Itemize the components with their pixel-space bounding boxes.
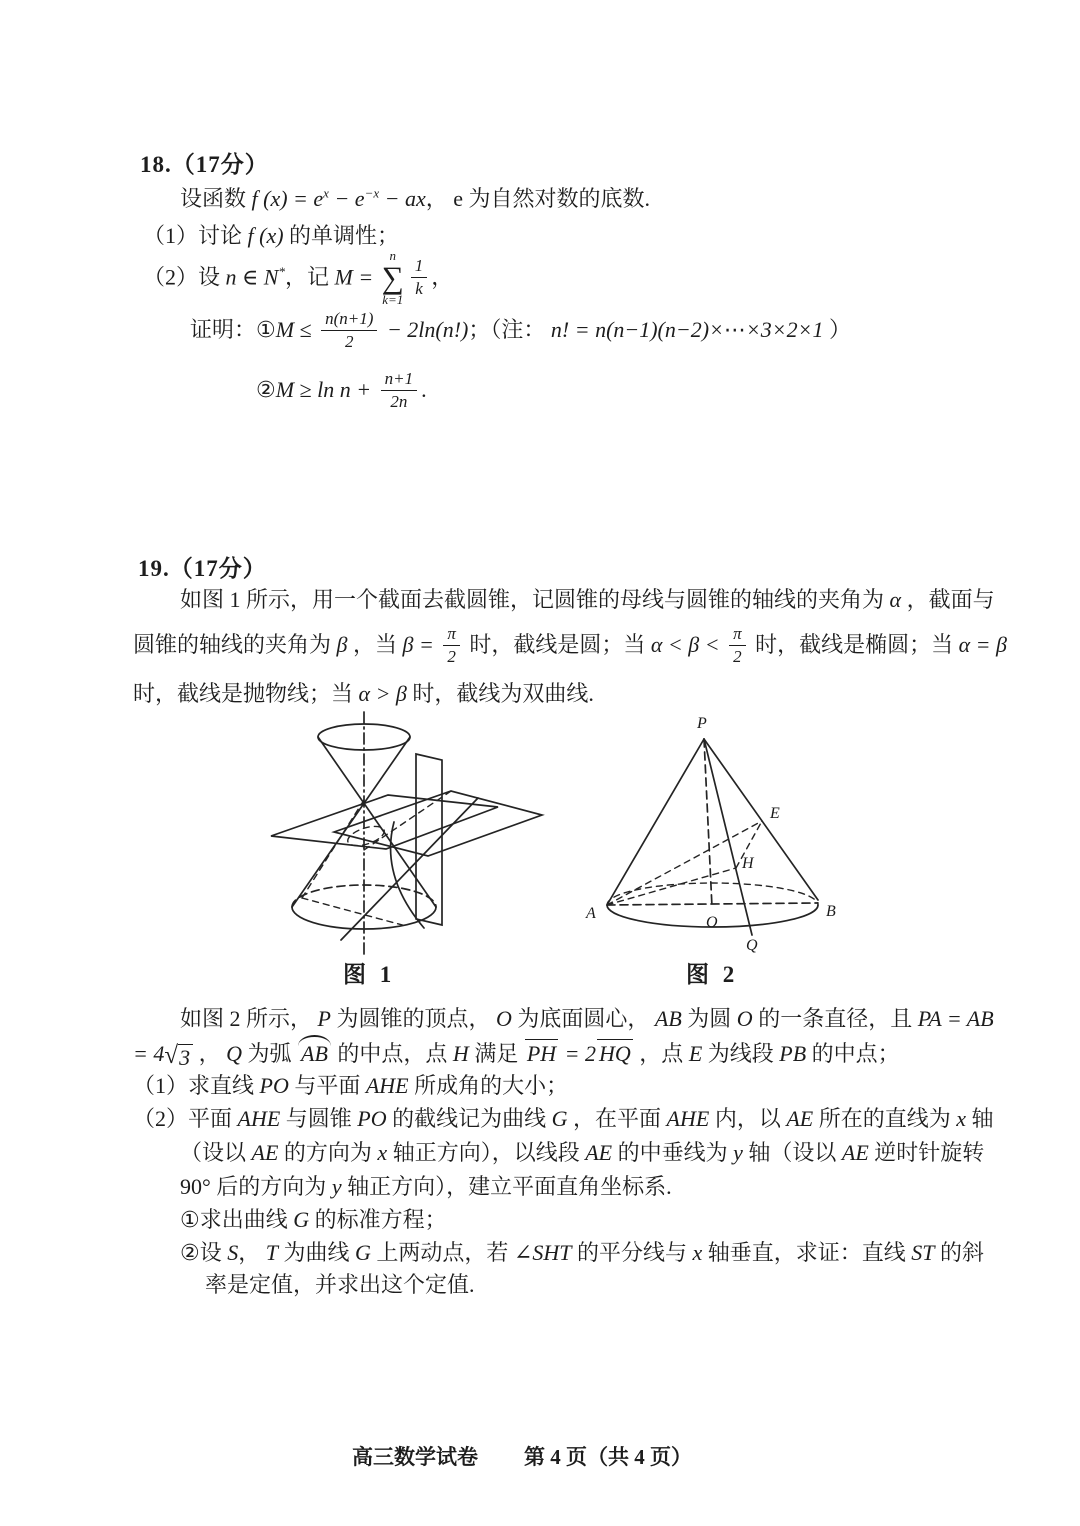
seg-t: ，点 [633,1041,689,1066]
seg-t: 为弧 [242,1041,298,1066]
frac [729,624,746,666]
seg-m: P [317,1006,331,1031]
seg-t: 率是定值，并求出这个定值. [205,1272,475,1297]
seg-m: M ≤ [275,317,318,343]
seg-t: 与平面 [288,1073,366,1098]
seg-t: 的平分线与 [571,1240,693,1265]
seg-t: 逆时针旋转 [868,1140,985,1165]
seg-m: M ≥ ln n + [275,377,377,403]
seg-t: 证明：① [190,317,276,343]
problem-19-para2-line1 [180,1004,994,1034]
fig1-cutting-plane-ellipse [271,795,498,849]
seg-m: f (x) [247,223,284,248]
bar: HQ [599,1041,631,1066]
seg-m: AE [841,1140,869,1165]
figure2-caption: 图 2 [686,962,739,987]
seg-sup: * [278,264,285,280]
seg-t: ② [256,377,276,403]
seg-m: PA = AB [917,1006,994,1031]
problem-18-heading: 18.（17分） [140,152,269,177]
den: 2n [390,391,408,411]
seg-t: ， [238,1240,266,1265]
num: n+1 [381,369,417,391]
fig2-label-p: P [697,715,707,732]
seg-m: AHE [666,1106,710,1131]
seg-t: 为底面圆心， [511,1006,655,1031]
num: π [729,624,746,646]
seg-m: ST [911,1240,935,1265]
seg-t: 时，截线是抛物线；当 [133,681,359,706]
seg-t: （设以 [180,1140,252,1165]
seg-m: − 2ln(n!) [381,317,469,343]
seg-m: − e [328,186,365,211]
fig2-label-h: H [742,855,754,872]
footer-page-number: 第 4 页（共 4 页） [524,1445,692,1469]
bar: PH [526,1041,557,1066]
seg-m: AHE [365,1073,409,1098]
problem-19-para1-line3 [133,679,594,709]
problem-18-part2 [143,248,454,308]
seg-m: Q [226,1041,242,1066]
seg-m: y [733,1140,743,1165]
seg-t: ，当 [347,632,403,658]
seg-t: ，记 [284,264,335,290]
seg-t: ，截面与 [901,587,995,612]
seg-t: 与圆锥 [280,1106,358,1131]
seg-m: α < β < [650,632,726,658]
frac [443,624,460,666]
seg-m: O [495,1006,512,1031]
problem-19-sub1 [180,1205,447,1235]
seg-m: β [336,632,348,658]
seg-m: AE [786,1106,814,1131]
seg-m: n! = n(n−1)(n−2)×⋯×3×2×1 [550,317,824,343]
seg-t: ， e 为自然对数的底数. [425,186,650,211]
frac [411,256,428,298]
den: 2 [345,331,354,351]
seg-t: 的截线记为曲线 [386,1106,552,1131]
fig2-label-a: A [586,905,596,922]
fig2-plane-ahe-edges [607,821,762,905]
seg-m: = 2 [559,1041,597,1066]
seg-t: 为曲线 [278,1240,356,1265]
seg-t: 的斜 [934,1240,985,1265]
seg-m: O [736,1006,753,1031]
figure1-caption: 图 1 [343,962,396,987]
problem-18-part1 [143,221,399,251]
fig2-cone-outline [607,739,818,927]
seg-t: 时，截线是圆；当 [463,632,651,658]
seg-t: （1）求直线 [133,1073,260,1098]
sum [382,249,404,306]
den: 2 [447,646,456,666]
seg-t: ，在平面 [567,1106,667,1131]
seg-t: 轴（设以 [742,1140,842,1165]
seg-t: 圆锥的轴线的夹角为 [133,632,337,658]
seg-t: 的中点； [806,1041,900,1066]
seg-m: S [227,1240,239,1265]
seg-sup: x [323,185,329,201]
seg-m: E [688,1041,703,1066]
seg-t: ） [823,317,851,343]
fig2-label-b: B [826,903,836,920]
sum-top: n [389,248,396,263]
arc: AB [297,1036,332,1069]
sum-bot: k=1 [382,292,404,307]
seg-m: M = [334,264,379,290]
seg-t: （1）讨论 [143,223,248,248]
seg-t: 满足 [468,1041,524,1066]
figure2-cone-diagram [578,712,923,952]
fig2-line-pq [704,739,752,935]
seg-t: 如图 2 所示， [180,1006,318,1031]
num: π [443,624,460,646]
problem-19-part2-line1 [133,1104,994,1134]
seg-m: G [355,1240,371,1265]
page-footer [352,1441,692,1471]
seg-t: （2）平面 [133,1106,238,1131]
problem-19-part2-line3 [180,1172,672,1202]
fig2-label-e: E [770,805,780,822]
seg-m: y [331,1174,342,1199]
problem-19-sub2-line1 [180,1238,984,1268]
seg-t: 为线段 [702,1041,780,1066]
seg-t: 如图 1 所示，用一个截面去截圆锥，记圆锥的母线与圆锥的轴线的夹角为 [180,587,890,612]
seg-m: ∠SHT [513,1240,572,1265]
problem-19-sub2-line2 [205,1270,475,1300]
seg-t: 的单调性； [283,223,400,248]
problem-18-intro [180,184,650,214]
seg-m: H [452,1041,469,1066]
problem-19-heading: 19.（17分） [138,556,267,581]
seg-t: 轴 [966,1106,994,1131]
seg-m: β = [402,632,440,658]
den: 2 [733,646,742,666]
seg-m: − ax [379,186,426,211]
seg-t: . [421,377,427,403]
seg-t: ②设 [180,1240,228,1265]
sqrt-rad: 3 [178,1044,193,1069]
seg-m: f (x) = e [251,186,324,211]
sum-sig: ∑ [381,260,404,295]
seg-t: 的中垂线为 [612,1140,734,1165]
fig2-label-o: O [706,914,718,931]
fig1-hidden-edges [302,791,451,926]
seg-m: α = β [958,632,1007,658]
problem-19-part1 [133,1071,568,1101]
seg-t: 内，以 [709,1106,787,1131]
problem-19-para2-line2 [133,1036,900,1069]
figure1-conic-sections-diagram [246,710,566,958]
seg-m: G [293,1207,310,1232]
num: n(n+1) [321,309,377,331]
seg-m: n ∈ N [225,264,279,290]
seg-m: PB [779,1041,807,1066]
seg-t: 轴正方向），以线段 [387,1140,586,1165]
seg-t: 上两动点，若 [370,1240,514,1265]
problem-19-para1-line2 [133,626,1007,668]
seg-sup: −x [364,185,380,201]
seg-t: 时，截线为双曲线. [406,681,594,706]
seg-m: G [551,1106,568,1131]
fig1-hyperbola-curve [391,822,424,928]
seg-m: x [956,1106,966,1131]
seg-m: PO [259,1073,289,1098]
problem-18-proof-2 [256,371,427,413]
seg-t: 时，截线是椭圆；当 [749,632,959,658]
seg-t: 轴正方向），建立平面直角坐标系. [341,1174,672,1199]
seg-m: PO [357,1106,387,1131]
sqrt-sign: √ [164,1042,179,1070]
seg-t: ， [431,264,454,290]
fig2-diameter-ab [607,903,818,905]
footer-exam-title: 高三数学试卷 [352,1445,478,1469]
seg-m: AHE [237,1106,281,1131]
sqrt [164,1044,193,1069]
seg-t: 的方向为 [278,1140,378,1165]
seg-m: x [377,1140,388,1165]
problem-18-proof-1 [190,311,851,353]
num: 1 [411,256,428,278]
problem-19-part2-line2 [180,1138,984,1168]
seg-m: α > β [358,681,407,706]
seg-t: （2）设 [143,264,226,290]
seg-m: AE [251,1140,279,1165]
problem-19-para1-line1 [180,585,995,615]
seg-m: AE [585,1140,613,1165]
seg-t: 所在的直线为 [813,1106,957,1131]
seg-m: x [692,1240,703,1265]
seg-m: α [889,587,902,612]
seg-t: 轴垂直，求证：直线 [702,1240,912,1265]
seg-t: 90° 后的方向为 [180,1174,332,1199]
seg-m: T [265,1240,278,1265]
seg-t: ， [193,1041,227,1066]
seg-t: 设函数 [180,186,252,211]
seg-t: 为圆 [681,1006,737,1031]
seg-t: 的中点，点 [331,1041,453,1066]
seg-t: 为圆锥的顶点， [330,1006,496,1031]
seg-m: AB [654,1006,682,1031]
seg-t: 的标准方程； [309,1207,447,1232]
den: k [415,279,423,298]
seg-t: 所成角的大小； [408,1073,569,1098]
seg-t: ；（注： [468,317,551,343]
seg-t: ①求出曲线 [180,1207,294,1232]
frac [321,309,377,351]
seg-t: 的一条直径，且 [752,1006,918,1031]
seg-m: = 4 [133,1041,165,1066]
frac [381,369,417,411]
fig2-label-q: Q [746,937,758,954]
